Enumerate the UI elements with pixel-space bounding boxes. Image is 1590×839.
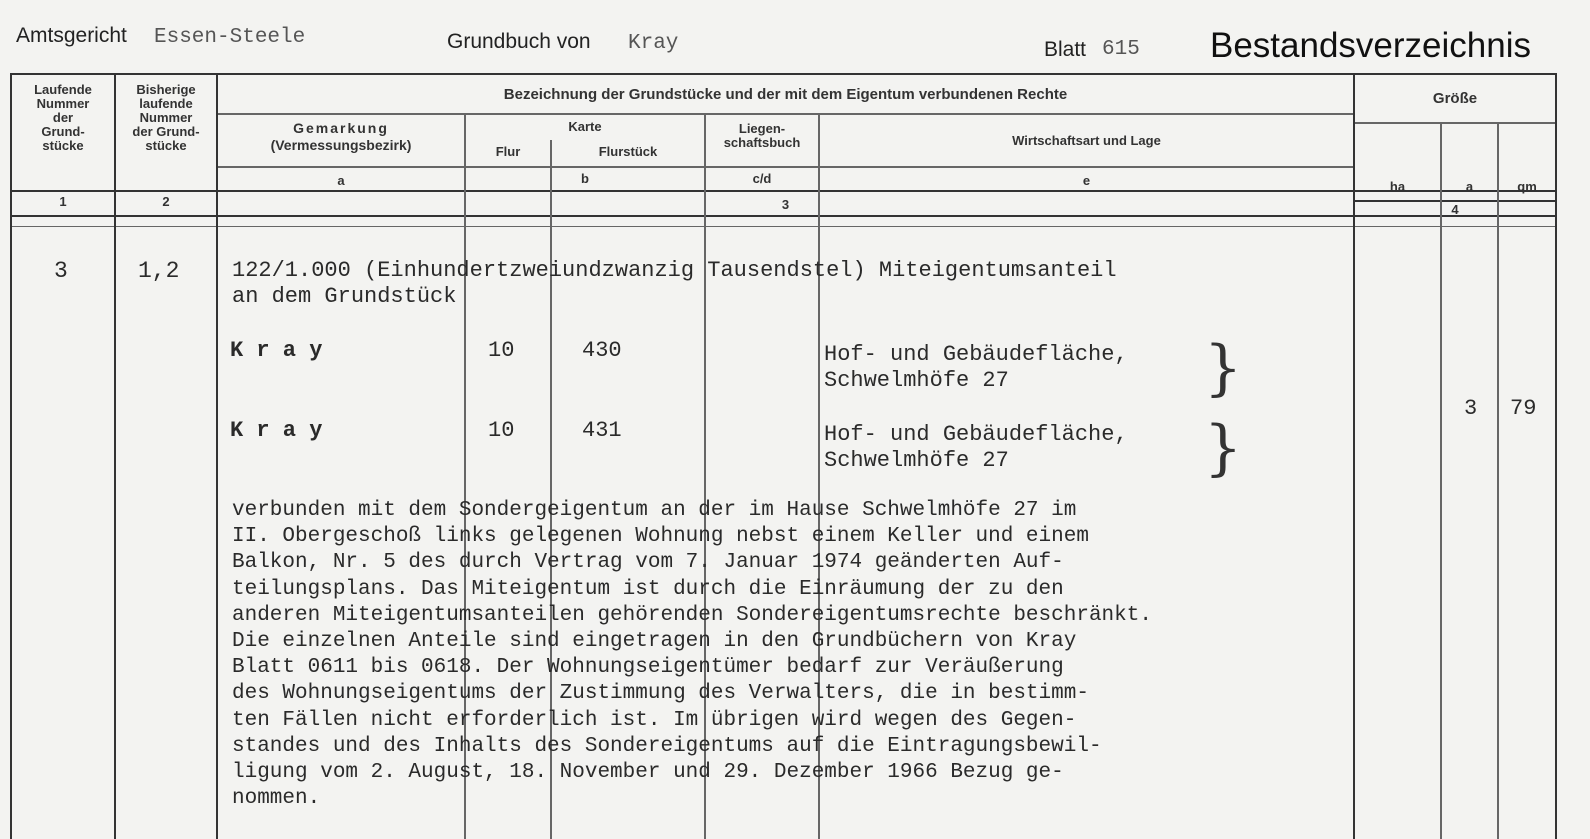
col2-header: Bisherige laufende Nummer der Grund- stücke: [132, 82, 200, 153]
share-line2: an dem Grundstück: [232, 284, 457, 309]
brace-mark: }: [1204, 333, 1243, 403]
ha-header: ha: [1389, 179, 1406, 194]
parcel-flurstueck: 430: [582, 338, 622, 363]
text-line: ten Fällen nicht erforderlich ist. Im übrigen wird wegen des Gegen-: [232, 708, 1077, 732]
flurstueck-header: Flurstück: [598, 144, 658, 159]
text-line: Blatt 0611 bis 0618. Der Wohnungseigentümer bedarf zur Veräußerung: [232, 656, 1064, 680]
parcel-flur: 10: [488, 338, 515, 363]
sub-cd: c/d: [752, 171, 772, 186]
wirtschaftsart-header: Wirtschaftsart und Lage: [1012, 133, 1161, 148]
num2: 2: [162, 194, 170, 209]
parcel-gemarkung: K r a y: [230, 418, 323, 443]
entry-text: [232, 498, 1152, 812]
text-line: verbunden mit dem Sondergeigentum an der im Hause Schwelmhöfe 27 im: [232, 499, 1077, 522]
text-line: standes und des Inhalts des Sondereigentums auf die Eintragungsbewil-: [232, 734, 1102, 758]
parcel-gemarkung: K r a y: [230, 338, 323, 363]
col1-header: Laufende Nummer der Grund- stücke: [34, 82, 92, 153]
parcel-flurstueck: 431: [582, 418, 622, 443]
text-line: teilungsplans. Das Miteigentum ist durch die Einräumung der zu den: [232, 577, 1064, 601]
text-line: Die einzelnen Anteile sind eingetragen in den Grundbüchern von Kray: [232, 630, 1077, 654]
parcel-lage-line2: Schwelmhöfe 27: [824, 448, 1009, 473]
gemarkung-header: Gemarkung (Vermessungsbezirk): [270, 120, 412, 153]
num3: 3: [781, 197, 790, 212]
ar-header: a: [1465, 179, 1474, 194]
karte-divider: [550, 140, 551, 160]
size-qm: 79: [1510, 396, 1537, 421]
text-line: Balkon, Nr. 5 des durch Vertrag vom 7. Januar 1974 geänderten Auf-: [232, 551, 1064, 575]
text-line: ligung vom 2. August, 18. November und 29. Dezember 1966 Bezug ge-: [232, 761, 1064, 785]
sub-e: e: [1082, 173, 1091, 188]
parcel-lage-line1: Hof- und Gebäudefläche,: [824, 422, 1128, 447]
lfd-nr: 3: [54, 258, 68, 284]
qm-header: qm: [1517, 179, 1537, 194]
parcel-lage-line1: Hof- und Gebäudefläche,: [824, 342, 1128, 367]
parcel-lage-line2: Schwelmhöfe 27: [824, 368, 1009, 393]
col3-title: Bezeichnung der Grundstücke und der mit dem Eigentum verbundenen Rechte: [503, 86, 1068, 103]
liegenschaftsbuch-header: Liegen- schaftsbuch: [723, 121, 801, 150]
num4: 4: [1451, 202, 1459, 217]
court-label: Amtsgericht: [16, 24, 127, 47]
sub-a: a: [337, 173, 345, 188]
parcel-flur: 10: [488, 418, 515, 443]
size-ar: 3: [1464, 396, 1478, 421]
bisherige-nr: 1,2: [138, 258, 180, 284]
sheet-label: Blatt: [1044, 38, 1087, 61]
num1: 1: [59, 194, 67, 209]
text-line: nommen.: [232, 787, 321, 811]
text-line: II. Obergeschoß links gelegenen Wohnung nebst einem Keller und einem: [232, 525, 1089, 549]
book-value: Kray: [628, 32, 679, 55]
groesse-header: Größe: [1432, 90, 1478, 107]
flur-header: Flur: [495, 144, 521, 159]
sheet-value: 615: [1102, 38, 1140, 61]
share-line1: 122/1.000 (Einhundertzweiundzwanzig Tausendstel) Miteigentumsanteil: [232, 258, 1117, 283]
brace-mark: }: [1204, 413, 1243, 483]
text-line: anderen Miteigentumsanteilen gehörenden Sondereigentumsrechte beschränkt.: [232, 603, 1152, 627]
page-title: Bestandsverzeichnis: [1210, 26, 1531, 65]
text-line: des Wohnungseigentums der Zustimmung des Verwalters, die in bestimm-: [232, 682, 1089, 706]
book-label: Grundbuch von: [447, 30, 591, 53]
sub-b: b: [581, 171, 589, 186]
karte-header: Karte: [568, 119, 602, 134]
court-value: Essen-Steele: [154, 26, 306, 49]
